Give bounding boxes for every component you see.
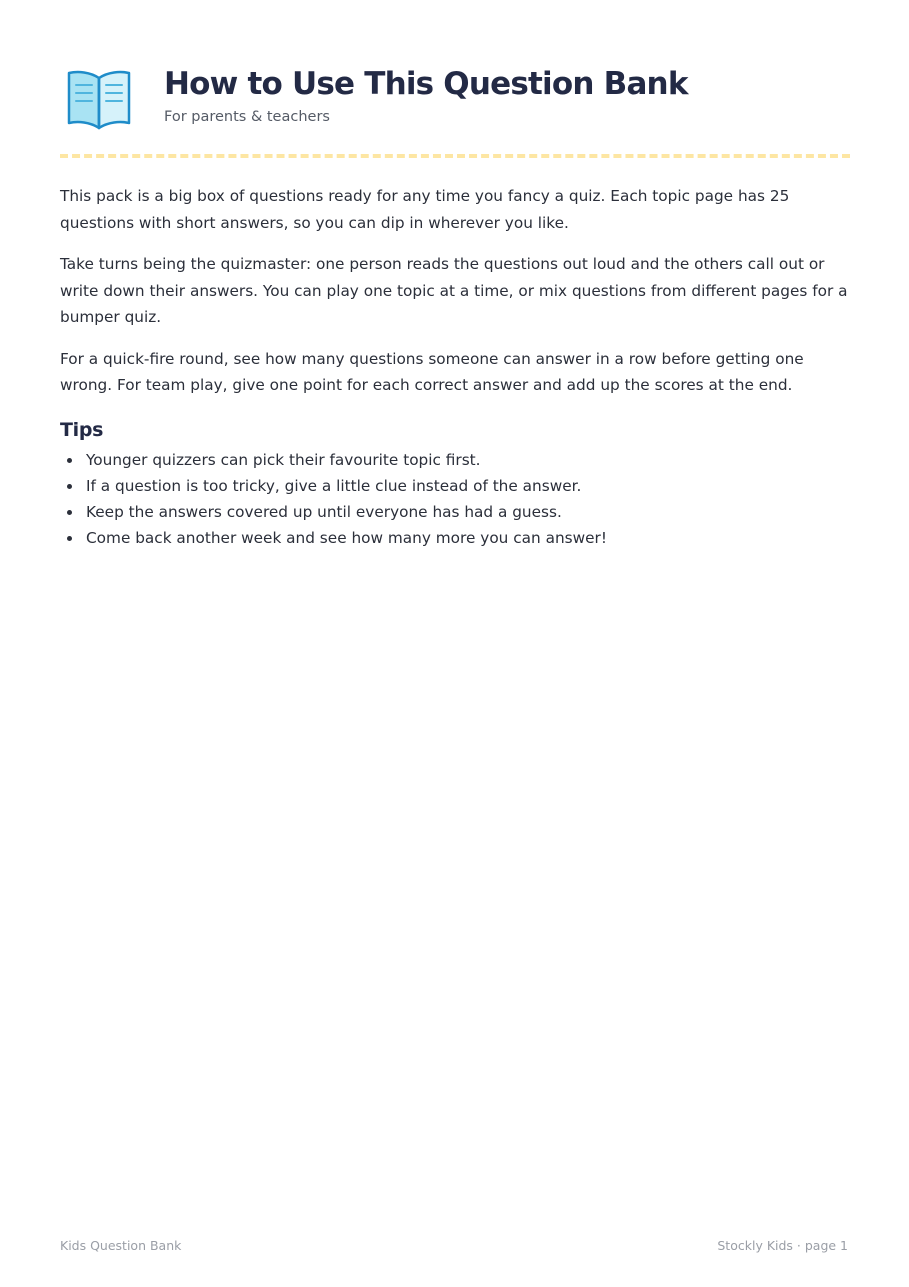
quizmaster-paragraph: Take turns being the quizmaster: one person reads the questions out loud and the others call out or write down their answers. You can play one topic at a time, or mix questions from different pages for a bumper quiz. bbox=[60, 255, 848, 326]
tips-heading: Tips bbox=[60, 418, 104, 441]
open-book-icon bbox=[66, 68, 132, 130]
intro-paragraph: This pack is a big box of questions ready for any time you fancy a quiz. Each topic page has 25 questions with short answers, so you can dip in wherever you like. bbox=[60, 187, 790, 232]
tip-text: Younger quizzers can pick their favourite topic first. bbox=[86, 450, 481, 469]
game-modes-paragraph: For a quick-fire round, see how many questions someone can answer in a row before getting one wrong. For team play, give one point for each correct answer and add up the scores at the end. bbox=[60, 349, 804, 394]
page-body bbox=[60, 183, 855, 551]
tip-item bbox=[60, 473, 855, 499]
tip-item bbox=[60, 499, 855, 525]
bullet-icon bbox=[67, 510, 72, 515]
bullet-icon bbox=[67, 484, 72, 489]
dashed-divider bbox=[60, 154, 850, 158]
footer-page-number: Stockly Kids · page 1 bbox=[717, 1238, 848, 1253]
tip-item bbox=[60, 447, 855, 473]
tip-text: Keep the answers covered up until everyone has had a guess. bbox=[86, 502, 562, 521]
tip-text: If a question is too tricky, give a little clue instead of the answer. bbox=[86, 476, 582, 495]
tip-item bbox=[60, 525, 855, 551]
tips-list bbox=[60, 447, 855, 551]
page-title: How to Use This Question Bank bbox=[164, 66, 688, 102]
page-header bbox=[60, 62, 850, 142]
bullet-icon bbox=[67, 458, 72, 463]
footer-title: Kids Question Bank bbox=[60, 1238, 182, 1253]
bullet-icon bbox=[67, 536, 72, 541]
tip-text: Come back another week and see how many more you can answer! bbox=[86, 528, 607, 547]
page-subtitle: For parents & teachers bbox=[164, 109, 330, 125]
